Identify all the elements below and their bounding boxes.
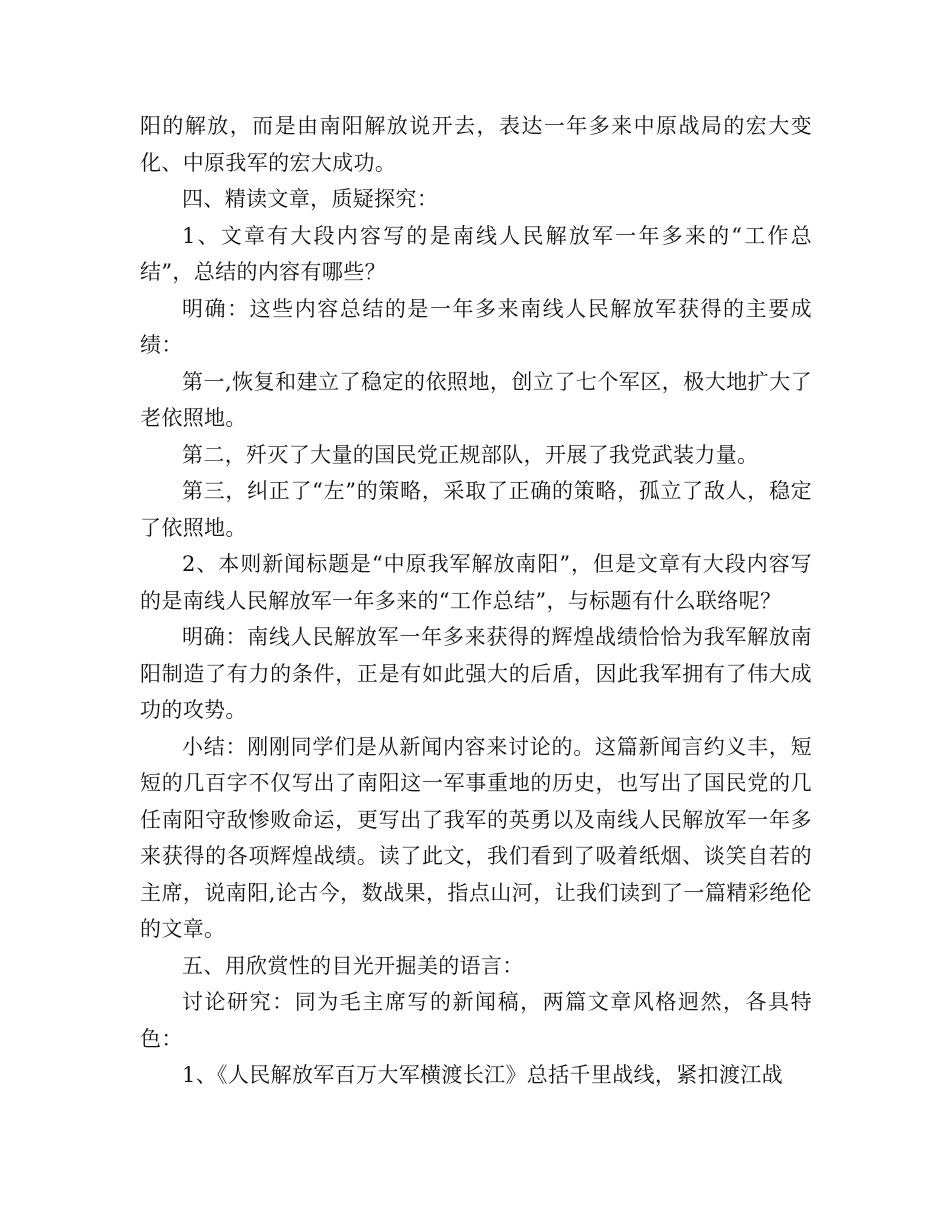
- paragraph-continued: 阳的解放，而是由南阳解放说开去，表达一年多来中原战局的宏大变化、中原我军的宏大成功。: [140, 114, 812, 175]
- answer-2: 明确：南线人民解放军一年多来获得的辉煌战绩恰恰为我军解放南阳制造了有力的条件，正是有如此强大的后盾，因此我军拥有了伟大成功的攻势。: [140, 625, 812, 722]
- discussion-point-1: 1、《人民解放军百万大军横渡长江》总括千里战线，紧扣渡江战: [182, 1063, 784, 1087]
- answer-point-1: 第一,恢复和建立了稳定的依照地，创立了七个军区，极大地扩大了老依照地。: [140, 369, 812, 430]
- answer-1: 明确：这些内容总结的是一年多来南线人民解放军获得的主要成绩：: [140, 296, 812, 357]
- section-heading-4: 四、精读文章，质疑探究：: [182, 187, 439, 211]
- summary-paragraph: 小结：刚刚同学们是从新闻内容来讨论的。这篇新闻言约义丰，短短的几百字不仅写出了南阳这一军事重地的历史，也写出了国民党的几任南阳守敌惨败命运，更写出了我军的英勇以及南线人民解放军一年多来获得的各项辉煌战绩。读了此文，我们看到了吸着纸烟、谈笑自若的主席，说南阳,论古今，数战果，指点山河，让我们读到了一篇精彩绝伦的文章。: [140, 734, 812, 941]
- question-2: 2、本则新闻标题是“中原我军解放南阳”，但是文章有大段内容写的是南线人民解放军一年多来的“工作总结”，与标题有什么联络呢？: [140, 552, 812, 613]
- discussion-paragraph: 讨论研究：同为毛主席写的新闻稿，两篇文章风格迥然，各具特色：: [140, 990, 812, 1051]
- section-heading-5: 五、用欣赏性的目光开掘美的语言：: [182, 953, 524, 978]
- document-body: [140, 108, 812, 1094]
- answer-point-2: 第二，歼灭了大量的国民党正规部队，开展了我党武装力量。: [182, 442, 759, 467]
- answer-point-3: 第三，纠正了“左”的策略，采取了正确的策略，孤立了敌人，稳定了依照地。: [140, 479, 812, 540]
- question-1: 1、文章有大段内容写的是南线人民解放军一年多来的“工作总结”，总结的内容有哪些？: [140, 223, 812, 284]
